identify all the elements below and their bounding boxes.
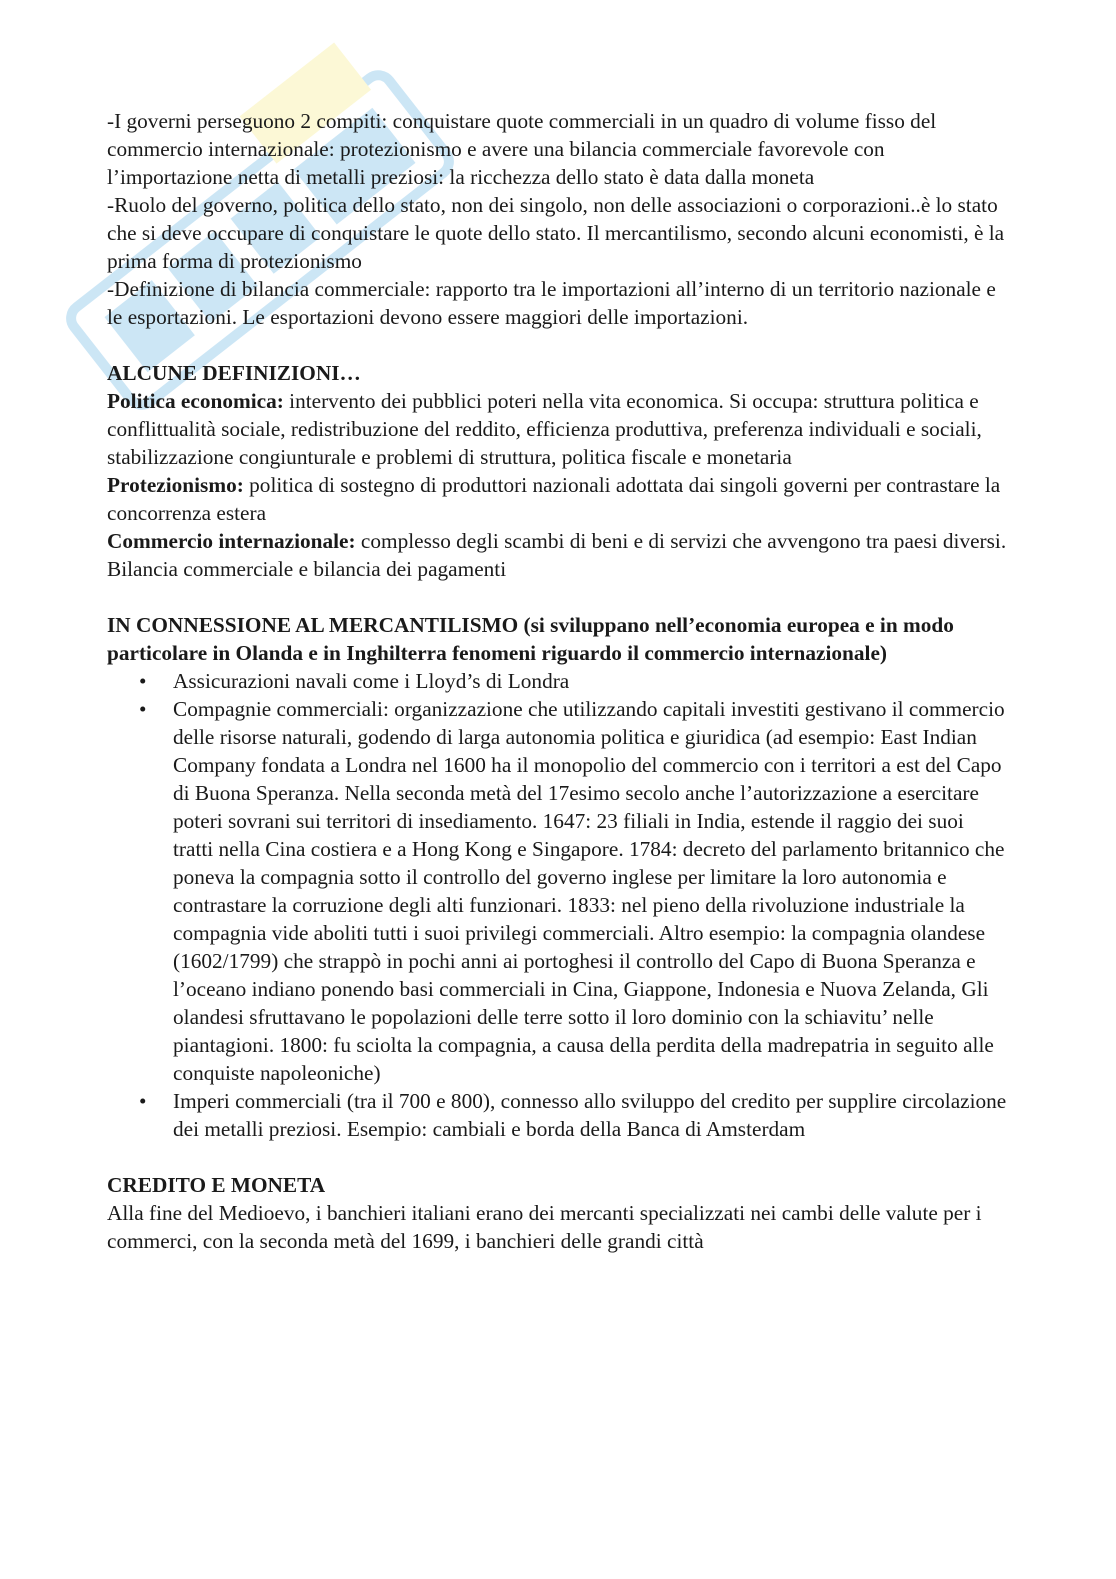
intro-paragraph-1: -I governi perseguono 2 compiti: conquistare quote commerciali in un quadro di volume fisso del commercio internazionale: protezionismo e avere una bilancia commerciale favorevole con l’importazione netta di metalli preziosi: la ricchezza dello stato è data dalla moneta <box>107 109 937 189</box>
list-item: • Imperi commerciali (tra il 700 e 800), connesso allo sviluppo del credito per supplire circolazione dei metalli preziosi. Esempio: cambiali e borda della Banca di Amsterdam <box>107 1087 1007 1143</box>
document-page <box>107 107 1007 1255</box>
definition-text: intervento dei pubblici poteri nella vita economica. Si occupa: struttura politica e conflittualità sociale, redistribuzione del reddito, efficienza produttiva, preferenza individuali e sociali, stabilizzazione congiunturale e problemi di struttura, politica fiscale e monetaria <box>107 389 982 469</box>
definition-politica-economica <box>107 387 1007 471</box>
definition-term: Protezionismo: <box>107 473 244 497</box>
mercantilism-heading: IN CONNESSIONE AL MERCANTILISMO (si sviluppano nell’economia europea e in modo particolare in Olanda e in Inghilterra fenomeni riguardo il commercio internazionale) <box>107 613 954 665</box>
list-item: • Compagnie commerciali: organizzazione che utilizzando capitali investiti gestivano il commercio delle risorse naturali, godendo di larga autonomia politica e giuridica (ad esempio: East Indian Company fondata a Londra nel 1600 ha il monopolio del commercio con i territori a est del Capo di Buona Speranza. Nella seconda metà del 17esimo secolo anche l’autorizzazione a esercitare poteri sovrani sui territori di insediamento. 1647: 23 filiali in India, estende il raggio dei suoi tratti nella Cina costiera e a Hong Kong e Singapore. 1784: decreto del parlamento britannico che poneva la compagnia sotto il controllo del governo inglese per limitare la loro autonomia e contrastare la corruzione degli alti funzionari. 1833: nel pieno della rivoluzione industriale la compagnia vide aboliti tutti i suoi privilegi commerciali. Altro esempio: la compagnia olandese (1602/1799) che strappò in pochi anni ai portoghesi il controllo del Capo di Buona Speranza e l’oceano indiano ponendo basi commerciali in Cina, Giappone, Indonesia e Nuova Zelanda, Gli olandesi sfruttavano le popolazioni delle terre sotto il loro dominio con la schiavitu’ nelle piantagioni. 1800: fu sciolta la compagnia, a causa della perdita della madrepatria in seguito alle conquiste napoleoniche) <box>107 695 1007 1087</box>
definition-text: complesso degli scambi di beni e di servizi che avvengono tra paesi diversi. Bilancia commerciale e bilancia dei pagamenti <box>107 529 1007 581</box>
credit-paragraph: Alla fine del Medioevo, i banchieri italiani erano dei mercanti specializzati nei cambi delle valute per i commerci, con la seconda metà del 1699, i banchieri delle grandi città <box>107 1201 982 1253</box>
intro-paragraph-2: -Ruolo del governo, politica dello stato, non dei singolo, non delle associazioni o corporazioni..è lo stato che si deve occupare di conquistare le quote dello stato. Il mercantilismo, secondo alcuni economisti, è la prima forma di protezionismo <box>107 193 1005 273</box>
list-item: • Assicurazioni navali come i Lloyd’s di Londra <box>107 667 1007 695</box>
intro-paragraph-3: -Definizione di bilancia commerciale: rapporto tra le importazioni all’interno di un territorio nazionale e le esportazioni. Le esportazioni devono essere maggiori delle importazioni. <box>107 277 996 329</box>
mercantilism-list <box>107 667 1007 1143</box>
definition-term: Politica economica: <box>107 389 284 413</box>
credit-heading: CREDITO E MONETA <box>107 1173 326 1197</box>
definition-text: politica di sostegno di produttori nazionali adottata dai singoli governi per contrastare la concorrenza estera <box>107 473 1001 525</box>
definition-commercio-internazionale <box>107 527 1007 583</box>
definition-term: Commercio internazionale: <box>107 529 356 553</box>
definitions-heading: ALCUNE DEFINIZIONI… <box>107 361 361 385</box>
definition-protezionismo <box>107 471 1007 527</box>
